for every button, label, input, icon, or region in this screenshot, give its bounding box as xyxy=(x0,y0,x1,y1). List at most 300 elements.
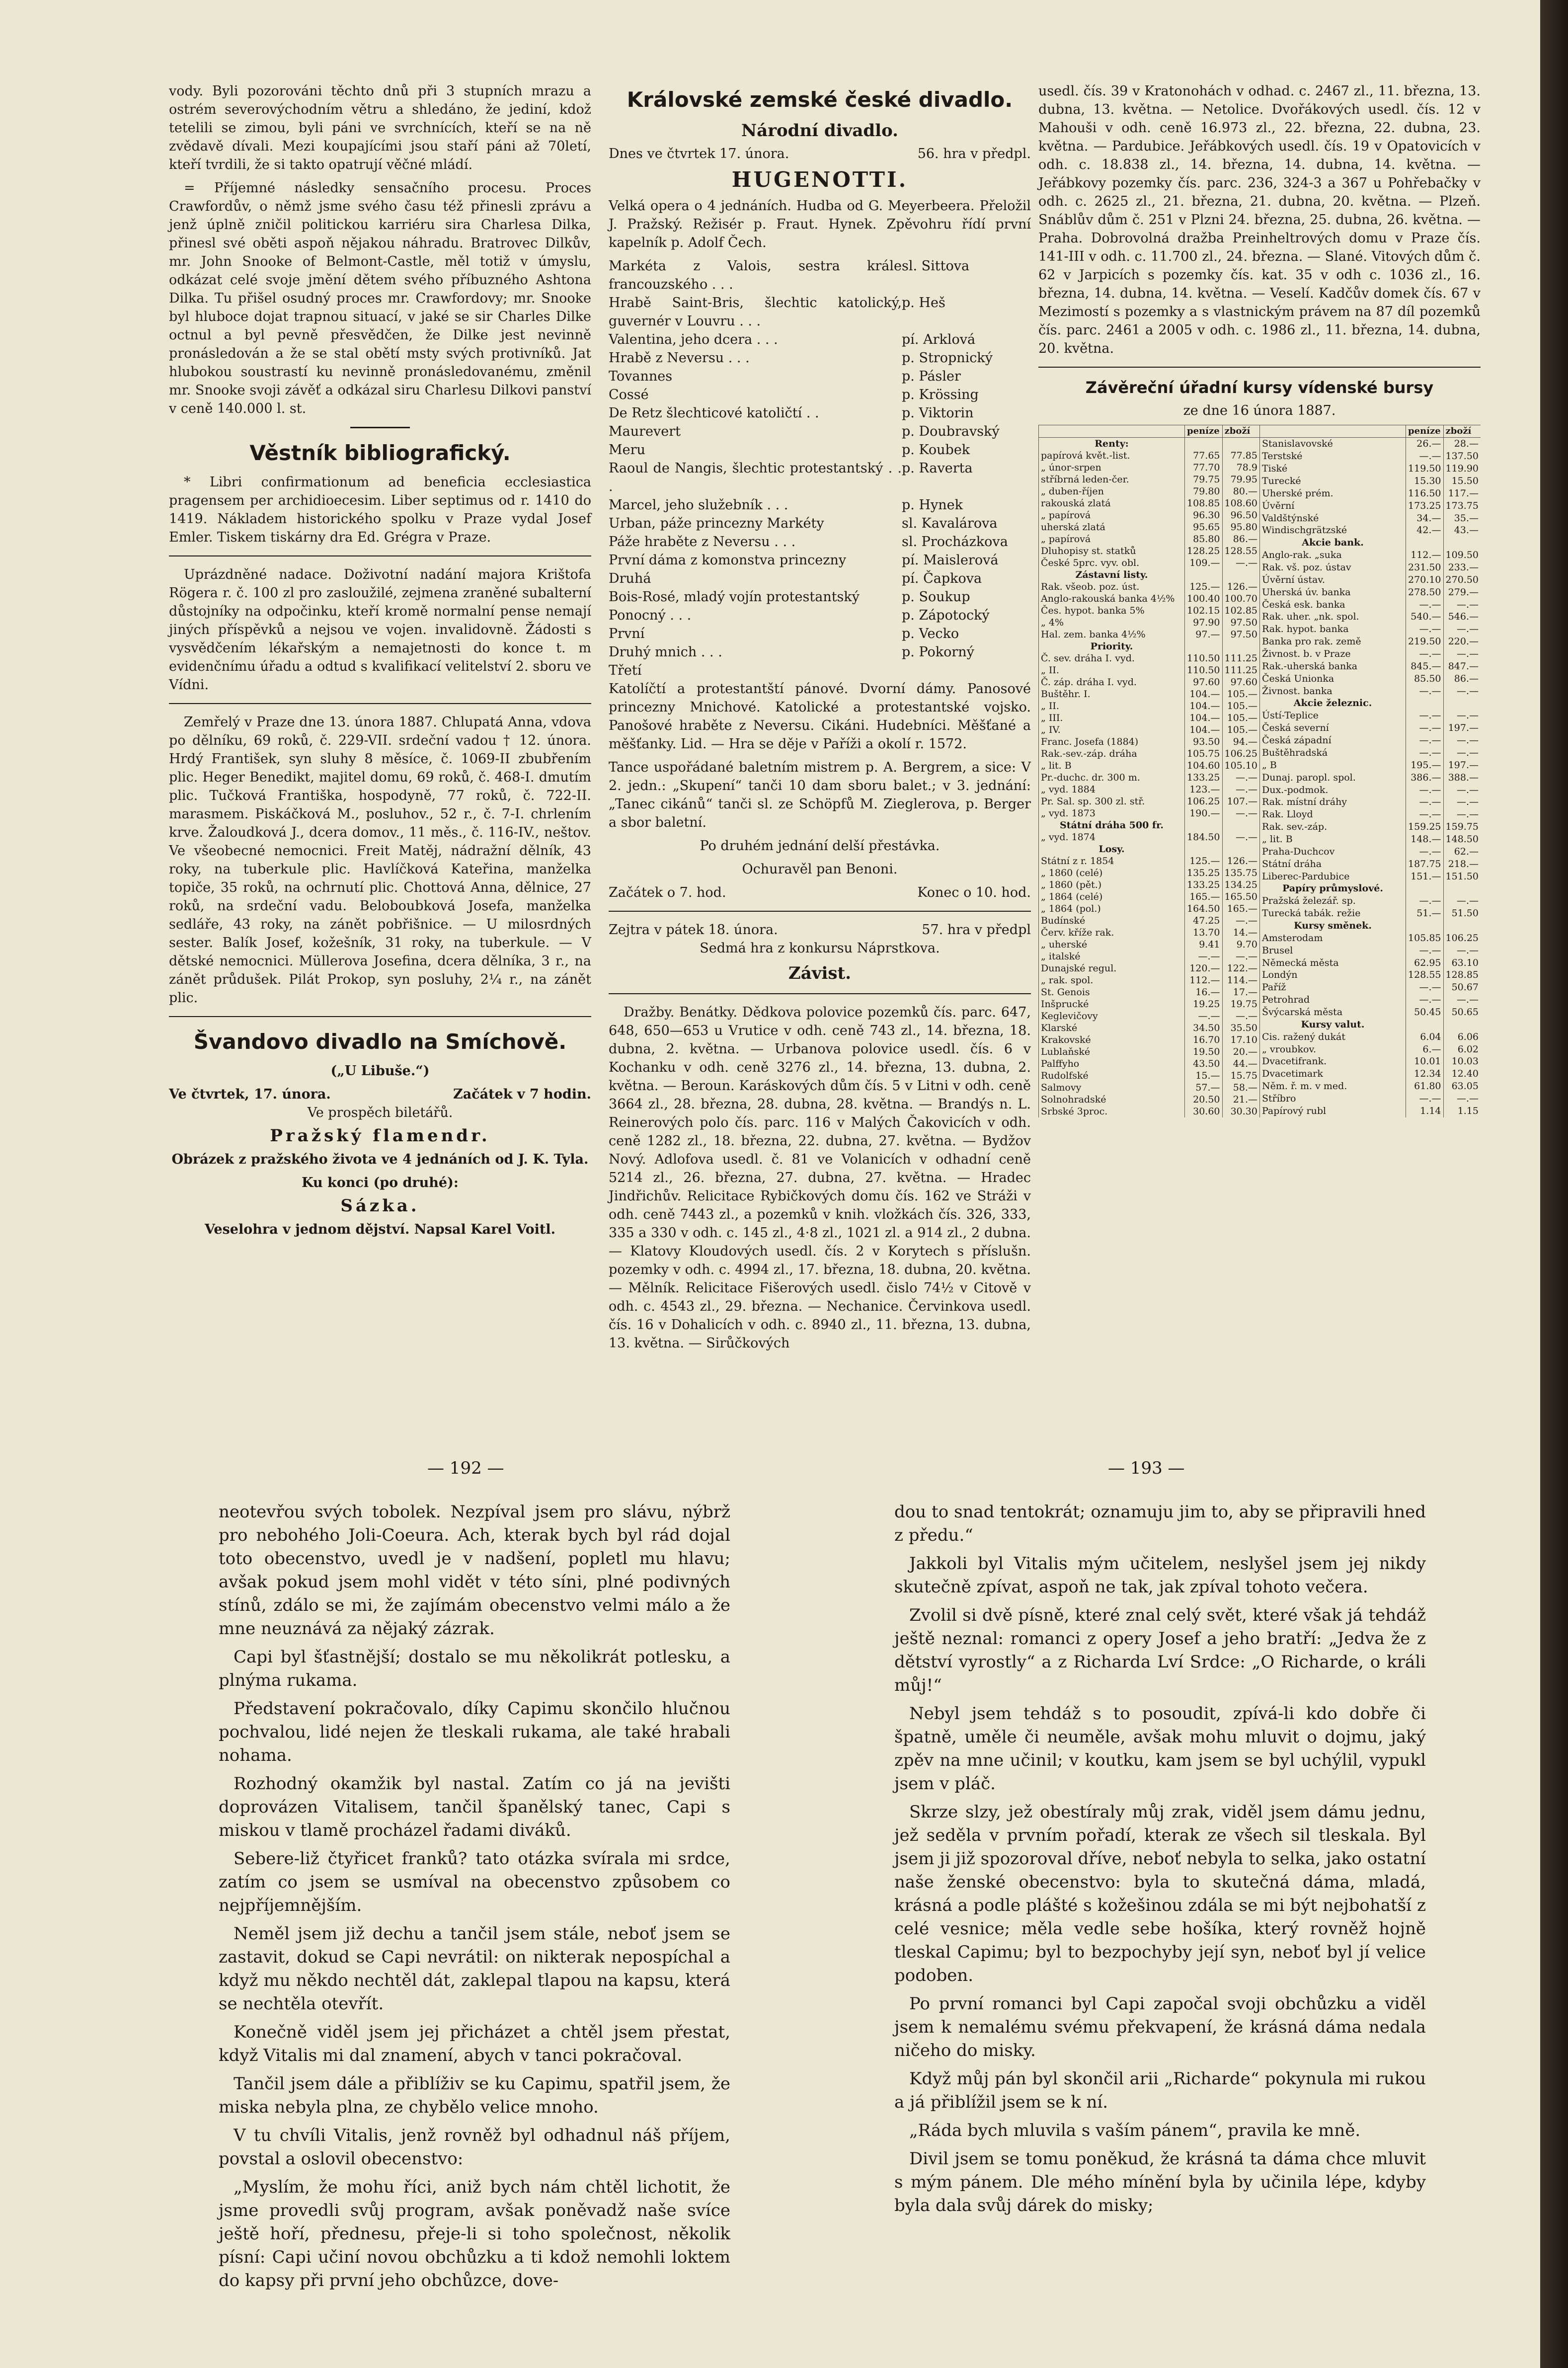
table-cell-zbozi: —.— xyxy=(1443,994,1481,1006)
table-cell-zbozi: —.— xyxy=(1443,710,1481,722)
cast-role: Urban, páže princezny Markéty xyxy=(609,516,824,531)
table-cell-label: Státní z r. 1854 xyxy=(1039,855,1185,867)
table-cell-label: „ uherské xyxy=(1039,939,1185,950)
table-cell-penize: 43.50 xyxy=(1185,1058,1222,1070)
table-row xyxy=(1260,821,1481,833)
story-paragraph: Divil jsem se tomu poněkud, že krásná ta dáma chce mluvit s mým pánem. Dle mého mínění byla by učinila lépe, kdyby byla dala svůj dárek do misky; xyxy=(894,2149,1426,2215)
table-cell-zbozi: 197.— xyxy=(1443,722,1481,734)
table-row xyxy=(1260,487,1481,499)
cast-row xyxy=(609,257,1031,294)
cast-row xyxy=(609,643,1031,661)
table-cell-zbozi: 137.50 xyxy=(1443,450,1481,463)
table-cell-penize: —.— xyxy=(1406,944,1443,956)
table-cell-zbozi: 35.— xyxy=(1443,512,1481,524)
table-cell-zbozi: —.— xyxy=(1443,685,1481,697)
table-row xyxy=(1260,537,1481,549)
table-cell-label: Ústí-Teplice xyxy=(1260,710,1406,722)
cast-actor: p. Soukup xyxy=(902,589,970,605)
table-cell-label: Turecká tabák. režie xyxy=(1260,907,1406,920)
text-paragraph: Katolíčtí a protestantští pánové. Dvorní dámy. Panosové princezny Mnichové. Katolické a protestantské vojsko. Panošové hraběte z Neversu. Cikáni. Hudebníci. Měšťané a měšťanky. Lid. — Hra se děje v Paříži a okolí r. 1572. xyxy=(609,681,1031,752)
performance-date: Dnes ve čtvrtek 17. února. xyxy=(609,146,789,161)
table-row xyxy=(1260,858,1481,870)
table-row xyxy=(1039,617,1260,629)
table-cell-zbozi: 165.— xyxy=(1222,903,1259,915)
table-cell-penize: 10.01 xyxy=(1406,1055,1443,1068)
table-cell-zbozi: —.— xyxy=(1443,784,1481,796)
table-row xyxy=(1260,1018,1481,1030)
table-cell-label: „ lit. B xyxy=(1039,760,1185,772)
table-row xyxy=(1260,796,1481,808)
table-cell-penize: —.— xyxy=(1406,784,1443,796)
table-row xyxy=(1039,867,1260,879)
cast-role: Páže hraběte z Neversu . . . xyxy=(609,534,796,550)
table-cell-zbozi: —.— xyxy=(1443,944,1481,956)
table-row xyxy=(1260,734,1481,747)
table-row xyxy=(1039,652,1260,664)
cast-role: Maurevert xyxy=(609,424,681,439)
cast-actor: p. Krössing xyxy=(902,387,979,402)
table-row xyxy=(1260,944,1481,956)
table-cell-zbozi: 15.50 xyxy=(1443,475,1481,487)
story-paragraph: Neměl jsem již dechu a tančil jsem stále, neboť jsem se zastavit, dokud se Capi nevrátil: on nikterak nepospíchal a když mu někdo nechtěl dát, zaklepal tlapou na kapsu, která se nechtěla otevřít. xyxy=(219,1924,730,2014)
page-number-right: — 193 — xyxy=(1108,1458,1185,1478)
table-cell-penize: 195.— xyxy=(1406,759,1443,771)
table-cell-zbozi: 151.50 xyxy=(1443,870,1481,882)
cast-actor: p. Pokorný xyxy=(902,644,974,660)
table-row xyxy=(1039,700,1260,712)
table-cell-zbozi: 21.— xyxy=(1222,1094,1259,1105)
table-cell-zbozi: 218.— xyxy=(1443,858,1481,870)
table-cell-label: Pražská železář. sp. xyxy=(1260,895,1406,907)
table-cell-penize: —.— xyxy=(1406,598,1443,611)
table-cell-label: Cis. ražený dukát xyxy=(1260,1030,1406,1043)
table-cell-label: Úvěrní xyxy=(1260,499,1406,512)
table-cell-penize xyxy=(1406,537,1443,549)
table-cell-label: Rak. uher. „nk. spol. xyxy=(1260,611,1406,623)
table-row xyxy=(1039,676,1260,688)
story-paragraph: Tančil jsem dále a přiblíživ se ku Capimu, spatřil jsem, že miska nebyla plna, ze chybělo velice mnoho. xyxy=(219,2074,730,2117)
cast-actor: pí. Maislerová xyxy=(902,553,999,568)
table-cell-penize: 100.40 xyxy=(1185,593,1222,605)
table-cell-label: „ II. xyxy=(1039,700,1185,712)
table-row xyxy=(1039,557,1260,569)
table-cell-label: „ II. xyxy=(1039,664,1185,676)
story-paragraph: Sebere-liž čtyřicet franků? tato otázka svírala mi srdce, zatím co jsem se usmíval na obecenstvo způsobem co nejpříjemnějším. xyxy=(219,1849,730,1915)
table-cell-penize: 159.25 xyxy=(1406,821,1443,833)
table-cell-label: Renty: xyxy=(1039,438,1185,450)
table-cell-label: Krakovské xyxy=(1039,1034,1185,1046)
start-time: Začátek o 7. hod. xyxy=(609,885,726,900)
table-row xyxy=(1039,485,1260,497)
table-cell-zbozi: —.— xyxy=(1443,808,1481,821)
table-cell-zbozi: 50.65 xyxy=(1443,1006,1481,1019)
table-cell-zbozi: 546.— xyxy=(1443,611,1481,623)
table-cell-label: „ 1864 (pol.) xyxy=(1039,903,1185,915)
table-row xyxy=(1039,855,1260,867)
table-cell-zbozi: —.— xyxy=(1443,648,1481,660)
story-paragraph: Zvolil si dvě písně, které znal celý svět, které však já tehdáž ještě neznal: romanci z opery Josef a jeho bratří: „Jedva že z dětství vyrostly“ a z Richarda Lví Srdce: „O Richarde, o králi můj!“ xyxy=(894,1605,1426,1695)
table-cell-penize: —.— xyxy=(1406,710,1443,722)
table-cell-label: „ 1864 (celé) xyxy=(1039,891,1185,903)
exchange-table-right xyxy=(1259,425,1481,1117)
text-paragraph: = Příjemné následky sensačního procesu. Proces Crawfordův, o němž jsme svého času též přinesli zprávu a jenž úplně zničil politickou karriéru sira Charlesa Dilka, přinesl své oběti aspoň nějakou náhradu. Bratrovec Dilkův, mr. John Snooke of Belmont-Castle, měl totiž v úmyslu, odkázat celé svoje jmění dětem svého příbuzného Ashtona Dilka. Tu přišel osudný proces mr. Crawfordovy; mr. Snooke byl hluboce dojat trapnou situací, v jaké se sir Charles Dilke octnul a byl pevně přesvědčen, že Dilke jest nevinně pronásledován a že se stal obětí msty svých protivníků. Jat hlubokou soustrastí ku nevinně pronásledovanému, změnil mr. Snooke svoji závěť a odkázal siru Charlesu Dilkovi panství v ceně 140.000 l. st. xyxy=(169,180,591,416)
table-cell-penize: 50.45 xyxy=(1406,1006,1443,1019)
table-cell-label: Terstské xyxy=(1260,450,1406,463)
table-cell-penize: 26.— xyxy=(1406,438,1443,450)
table-cell-label: Pr. Sal. sp. 300 zl. stř. xyxy=(1039,795,1185,807)
table-cell-penize: 105.85 xyxy=(1406,932,1443,944)
table-cell-penize: 110.50 xyxy=(1185,664,1222,676)
top-column-2 xyxy=(609,82,1031,1351)
table-row xyxy=(1260,969,1481,981)
cast-role: Druhý mnich . . . xyxy=(609,644,722,660)
table-cell-label: Papírový rubl xyxy=(1260,1105,1406,1117)
opera-title: HUGENOTTI. xyxy=(731,167,908,192)
table-row xyxy=(1039,939,1260,950)
table-cell-zbozi: —.— xyxy=(1443,895,1481,907)
subheading: („U Libuše.“) xyxy=(330,1063,430,1079)
section-heading: Věstník bibliografický. xyxy=(249,441,511,465)
table-row xyxy=(1039,545,1260,557)
table-cell-label: Německá města xyxy=(1260,956,1406,969)
play-description: Obrázek z pražského života ve 4 jednáních od J. K. Tyla. xyxy=(171,1152,589,1167)
table-cell-zbozi: 134.25 xyxy=(1222,879,1259,891)
table-row xyxy=(1260,1030,1481,1043)
table-row xyxy=(1260,549,1481,561)
cast-row xyxy=(609,349,1031,367)
story-paragraph: Rozhodný okamžik byl nastal. Zatím co já na jevišti doprovázen Vitalisem, tančil španělský tanec, Capi s miskou v tlamě procházel řadami diváků. xyxy=(219,1774,730,1840)
table-cell-label: Priority. xyxy=(1039,640,1185,652)
table-cell-zbozi: 78.9 xyxy=(1222,462,1259,474)
cast-actor: p. Pásler xyxy=(902,369,961,384)
table-cell-penize: 34.50 xyxy=(1185,1022,1222,1034)
table-cell-zbozi xyxy=(1222,640,1259,652)
table-cell-zbozi: 86.— xyxy=(1222,533,1259,545)
table-row xyxy=(1039,724,1260,736)
table-row xyxy=(1039,1070,1260,1082)
top-column-1 xyxy=(169,82,591,1237)
cast-row xyxy=(609,459,1031,496)
table-row xyxy=(1260,710,1481,722)
table-cell-label: St. Genois xyxy=(1039,986,1185,998)
table-cell-penize: —.— xyxy=(1406,845,1443,858)
story-paragraph: Představení pokračovalo, díky Capimu skončilo hlučnou pochvalou, lidé nejen že tleskali rukama, ale také hrabali nohama. xyxy=(219,1699,730,1765)
text-paragraph: Tance uspořádané baletním mistrem p. A. Bergrem, a sice: V 2. jedn.: „Skupení“ tanči 10 dam sboru balet.; v 3. jednání: „Tanec cikánů“ tanči sl. ze Schöpfů M. Zieglerova, p. Berger a sbor baletní. xyxy=(609,760,1031,830)
table-cell-label: Stanislavovské xyxy=(1260,438,1406,450)
table-row xyxy=(1039,795,1260,807)
table-cell-zbozi: 279.— xyxy=(1443,586,1481,598)
table-cell-penize: 96.30 xyxy=(1185,509,1222,521)
table-cell-zbozi: 105.— xyxy=(1222,724,1259,736)
exchange-table-wrap xyxy=(1038,425,1481,1117)
table-row xyxy=(1260,994,1481,1006)
cast-role: Marcel, jeho služebník . . . xyxy=(609,497,788,513)
text-line: Po druhém jednání delší přestávka. xyxy=(700,838,940,854)
table-cell-zbozi: 126.— xyxy=(1222,581,1259,593)
cast-actor: p. Stropnický xyxy=(902,350,993,366)
table-cell-zbozi: 77.85 xyxy=(1222,450,1259,462)
table-cell-label: Valdštýnské xyxy=(1260,512,1406,524)
top-column-3 xyxy=(1038,82,1481,1205)
table-cell-zbozi: 165.50 xyxy=(1222,891,1259,903)
table-cell-zbozi: 44.— xyxy=(1222,1058,1259,1070)
table-row xyxy=(1039,581,1260,593)
table-cell-penize: 135.25 xyxy=(1185,867,1222,879)
table-cell-label: České 5prc. vyv. obl. xyxy=(1039,557,1185,569)
table-cell-penize: 123.— xyxy=(1185,784,1222,795)
table-cell-zbozi: 20.— xyxy=(1222,1046,1259,1058)
table-row xyxy=(1260,697,1481,710)
table-cell-label: Rak. Lloyd xyxy=(1260,808,1406,821)
table-cell-penize: 12.34 xyxy=(1406,1068,1443,1080)
table-row xyxy=(1260,438,1481,450)
table-cell-zbozi: 105.10 xyxy=(1222,760,1259,772)
table-cell-penize: —.— xyxy=(1406,734,1443,747)
table-row xyxy=(1260,956,1481,969)
table-cell-label: Windischgrätzské xyxy=(1260,524,1406,537)
table-cell-label: Zástavní listy. xyxy=(1039,569,1185,581)
cast-actor: p. Viktorin xyxy=(902,405,974,421)
table-cell-label: Tiské xyxy=(1260,463,1406,475)
cast-row xyxy=(609,496,1031,514)
table-cell-label: „ lit. B xyxy=(1260,833,1406,846)
bottom-column-right xyxy=(894,1500,1426,2345)
table-row xyxy=(1039,950,1260,962)
table-cell-label: Papíry průmyslové. xyxy=(1260,882,1406,895)
table-cell-label: Rak. všeob. poz. úst. xyxy=(1039,581,1185,593)
table-row xyxy=(1260,499,1481,512)
story-paragraph: neotevřou svých tobolek. Nezpíval jsem pro slávu, nýbrž pro nebohého Joli-Coeura. Ach, kterak bych byl rád dojal toto obecenstvo, uvedl je v nadšení, popletl mu hlavu; avšak pokud jsem mohl vidět v této síni, plné podivných stínů, zdálo se mi, že zajímám obecenstvo velmi málo a že mne neuznává za nějaký zázrak. xyxy=(219,1502,730,1639)
table-cell-penize: 47.25 xyxy=(1185,915,1222,927)
table-cell-penize: 104.— xyxy=(1185,724,1222,736)
table-cell-label: Uherská úv. banka xyxy=(1260,586,1406,598)
table-cell-label: „ B xyxy=(1260,759,1406,771)
table-row xyxy=(1260,1006,1481,1019)
cast-actor: pí. Arklová xyxy=(902,332,976,347)
table-cell-penize: 845.— xyxy=(1406,660,1443,672)
table-row xyxy=(1039,819,1260,831)
cast-role: První xyxy=(609,626,645,641)
cast-row xyxy=(609,661,1031,680)
table-cell-penize: 125.— xyxy=(1185,581,1222,593)
table-cell-label: Dluhopisy st. statků xyxy=(1039,545,1185,557)
table-cell-label: Rak. hypot. banka xyxy=(1260,623,1406,635)
table-cell-zbozi: 114.— xyxy=(1222,974,1259,986)
cast-row xyxy=(609,588,1031,606)
table-cell-zbozi: 109.50 xyxy=(1443,549,1481,561)
table-row xyxy=(1260,759,1481,771)
table-cell-penize: 19.25 xyxy=(1185,998,1222,1010)
table-cell-penize: 128.55 xyxy=(1406,969,1443,981)
table-row xyxy=(1260,1105,1481,1117)
table-cell-zbozi: 108.60 xyxy=(1222,497,1259,509)
table-cell-penize: 109.— xyxy=(1185,557,1222,569)
table-row xyxy=(1039,521,1260,533)
table-cell-label: „ 1860 (pět.) xyxy=(1039,879,1185,891)
cast-row xyxy=(609,441,1031,459)
table-cell-zbozi: —.— xyxy=(1222,772,1259,784)
table-cell-label: Anglo-rak. „suka xyxy=(1260,549,1406,561)
table-cell-penize: 108.85 xyxy=(1185,497,1222,509)
table-cell-penize: 120.— xyxy=(1185,962,1222,974)
table-row xyxy=(1039,533,1260,545)
table-cell-label: „ papírová xyxy=(1039,533,1185,545)
table-cell-label: Něm. ř. m. v med. xyxy=(1260,1080,1406,1093)
table-cell-penize: —.— xyxy=(1406,450,1443,463)
table-cell-zbozi: 96.50 xyxy=(1222,509,1259,521)
table-cell-penize: 34.— xyxy=(1406,512,1443,524)
text-paragraph: * Libri confirmationum ad beneficia ecclesiastica pragensem per archidioecesim. Liber septimus od r. 1410 do 1419. Nákladem historického spolku v Praze vydal Josef Emler. Tiskem tiskárny dra Ed. Grégra v Praze. xyxy=(169,474,591,545)
table-cell-penize: 119.50 xyxy=(1406,463,1443,475)
table-cell-penize: 95.65 xyxy=(1185,521,1222,533)
table-cell-penize xyxy=(1185,843,1222,855)
table-cell-zbozi xyxy=(1222,438,1259,450)
table-cell-zbozi: 17.10 xyxy=(1222,1034,1259,1046)
text-line: Ve prospěch biletářů. xyxy=(307,1105,453,1120)
table-row xyxy=(1039,760,1260,772)
table-cell-label: Rak.-uherská banka xyxy=(1260,660,1406,672)
table-row xyxy=(1039,974,1260,986)
table-cell-zbozi: 197.— xyxy=(1443,759,1481,771)
table-cell-zbozi: —.— xyxy=(1222,915,1259,927)
table-cell-penize: 173.25 xyxy=(1406,499,1443,512)
table-cell-zbozi: 63.05 xyxy=(1443,1080,1481,1093)
table-cell-penize: 16.— xyxy=(1185,986,1222,998)
table-cell-zbozi: —.— xyxy=(1222,1010,1259,1022)
table-cell-zbozi: 270.50 xyxy=(1443,573,1481,586)
divider xyxy=(350,427,410,428)
cast-role: Meru xyxy=(609,442,645,458)
table-row xyxy=(1260,1055,1481,1068)
story-paragraph: Nebyl jsem tehdáž s to posoudit, zpívá-li kdo dobře či špatně, uměle či neuměle, avšak mohu mluvit o dojmu, jaký zpěv na mne učinil; v koutku, kam jsem se byl uchýlil, vypukl jsem v pláč. xyxy=(894,1704,1426,1794)
table-row xyxy=(1039,927,1260,939)
table-cell-penize: —.— xyxy=(1406,1093,1443,1105)
table-cell-label: Česká Unionka xyxy=(1260,672,1406,685)
text-line: Ochuravěl pan Benoni. xyxy=(742,862,898,877)
table-cell-penize xyxy=(1185,640,1222,652)
table-header-zbozi: zboží xyxy=(1443,425,1481,438)
table-row xyxy=(1260,907,1481,920)
table-row xyxy=(1039,1058,1260,1070)
table-cell-zbozi: 106.25 xyxy=(1222,748,1259,760)
table-cell-label: Budínské xyxy=(1039,915,1185,927)
table-cell-penize: —.— xyxy=(1406,747,1443,759)
table-cell-penize: 51.— xyxy=(1406,907,1443,920)
table-cell-label: Rak. místní dráhy xyxy=(1260,796,1406,808)
table-cell-penize xyxy=(1406,697,1443,710)
table-cell-penize: —.— xyxy=(1406,808,1443,821)
table-cell-label: Brusel xyxy=(1260,944,1406,956)
table-row xyxy=(1260,932,1481,944)
table-cell-penize: 104.— xyxy=(1185,700,1222,712)
table-cell-penize: 104.60 xyxy=(1185,760,1222,772)
table-cell-zbozi: 105.— xyxy=(1222,712,1259,724)
table-row xyxy=(1260,635,1481,648)
table-row xyxy=(1039,664,1260,676)
table-cell-penize: 9.41 xyxy=(1185,939,1222,950)
story-paragraph: Když můj pán byl skončil arii „Richarde“ pokynula mi rukou a já přiblížil jsem se k ní. xyxy=(894,2069,1426,2112)
table-cell-label: Akcie bank. xyxy=(1260,537,1406,549)
table-row xyxy=(1260,586,1481,598)
time-line xyxy=(609,883,1031,902)
table-cell-label: Dvacetimark xyxy=(1260,1068,1406,1080)
table-cell-zbozi: 1.15 xyxy=(1443,1105,1481,1117)
cast-actor: p. Doubravský xyxy=(902,424,1000,439)
table-cell-zbozi: 62.— xyxy=(1443,845,1481,858)
table-cell-zbozi: 30.30 xyxy=(1222,1105,1259,1117)
table-cell-label: Solnohradské xyxy=(1039,1094,1185,1105)
table-row xyxy=(1260,981,1481,994)
table-row xyxy=(1039,1105,1260,1117)
story-paragraph: Skrze slzy, jež obestíraly můj zrak, viděl jsem dámu jednu, jež seděla v prvním pořadí, kterak ze všech sil tleskala. Byl jsem ji již spozoroval dříve, neboť nebyla to selka, jako ostatní naše ženské obecenstvo: byla to skutečná dáma, mladá, krásná a podle plášté s kožešinou zdála se mi být nejbohatší z celé vesnice; měla vedle sebe hošíka, který rovněž hojně tleskal Capimu; byl to bezpochyby její syn, neboť byl jí velice podoben. xyxy=(894,1802,1426,1985)
table-cell-zbozi: —.— xyxy=(1443,1093,1481,1105)
table-cell-label: „ rak. spol. xyxy=(1039,974,1185,986)
table-cell-label: Česká severní xyxy=(1260,722,1406,734)
cast-actor: pí. Čapkova xyxy=(902,571,982,586)
table-header-penize: peníze xyxy=(1406,425,1443,438)
table-cell-label: Čes. hypot. banka 5% xyxy=(1039,605,1185,617)
table-row xyxy=(1039,998,1260,1010)
table-row xyxy=(1260,870,1481,882)
opera-description: Velká opera o 4 jednáních. Hudba od G. Meyerbeera. Přeložil J. Pražský. Režisér p. Fraut. Hynek. Zpěvohru řídí první kapelník p. Adolf Čech. xyxy=(609,198,1031,250)
table-row xyxy=(1039,1082,1260,1094)
cast-row xyxy=(609,367,1031,386)
table-row xyxy=(1039,1034,1260,1046)
table-row xyxy=(1039,986,1260,998)
table-row xyxy=(1039,640,1260,652)
table-row xyxy=(1260,561,1481,574)
table-row xyxy=(1039,605,1260,617)
table-cell-penize: 62.95 xyxy=(1406,956,1443,969)
table-cell-zbozi: 105.— xyxy=(1222,688,1259,700)
play-title: Pražský flamendr. xyxy=(270,1126,490,1146)
table-cell-penize: 77.65 xyxy=(1185,450,1222,462)
table-row xyxy=(1039,903,1260,915)
table-cell-penize: 110.50 xyxy=(1185,652,1222,664)
table-cell-zbozi: 28.— xyxy=(1443,438,1481,450)
bursa-title: Závěreční úřadní kursy vídenské bursy xyxy=(1085,378,1434,397)
table-cell-zbozi: 173.75 xyxy=(1443,499,1481,512)
table-cell-zbozi: 95.80 xyxy=(1222,521,1259,533)
table-cell-zbozi xyxy=(1443,1018,1481,1030)
cast-role: Raoul de Nangis, šlechtic protestantský . . . xyxy=(609,461,902,494)
table-cell-label: Č. sev. dráha I. vyd. xyxy=(1039,652,1185,664)
table-cell-label: Lublaňské xyxy=(1039,1046,1185,1058)
table-cell-zbozi xyxy=(1443,920,1481,932)
table-cell-label: „ vyd. 1873 xyxy=(1039,807,1185,819)
story-paragraph: Jakkoli byl Vitalis mým učitelem, neslyšel jsem jej nikdy skutečně zpívat, aspoň ne tak, jak zpíval tohoto večera. xyxy=(894,1554,1426,1597)
table-cell-zbozi: 80.— xyxy=(1222,485,1259,497)
table-cell-label: Dunaj. paropl. spol. xyxy=(1260,771,1406,784)
cast-role: Bois-Rosé, mladý vojín protestantský xyxy=(609,589,860,605)
table-cell-label: „ IV. xyxy=(1039,724,1185,736)
table-cell-label: Živnost. b. v Praze xyxy=(1260,648,1406,660)
table-cell-label: Kursy valut. xyxy=(1260,1018,1406,1030)
table-cell-zbozi: 15.75 xyxy=(1222,1070,1259,1082)
table-header-penize: peníze xyxy=(1185,425,1222,438)
divider xyxy=(609,993,1031,994)
table-cell-penize: —.— xyxy=(1406,895,1443,907)
table-cell-zbozi: 128.85 xyxy=(1443,969,1481,981)
cast-actor: p. Koubek xyxy=(902,442,970,458)
table-cell-label: Uherské prém. xyxy=(1260,487,1406,499)
table-cell-zbozi: 97.50 xyxy=(1222,617,1259,629)
table-cell-zbozi xyxy=(1222,843,1259,855)
performance-line xyxy=(609,145,1031,163)
table-cell-zbozi: 388.— xyxy=(1443,771,1481,784)
table-row xyxy=(1039,509,1260,521)
table-cell-label: Losy. xyxy=(1039,843,1185,855)
